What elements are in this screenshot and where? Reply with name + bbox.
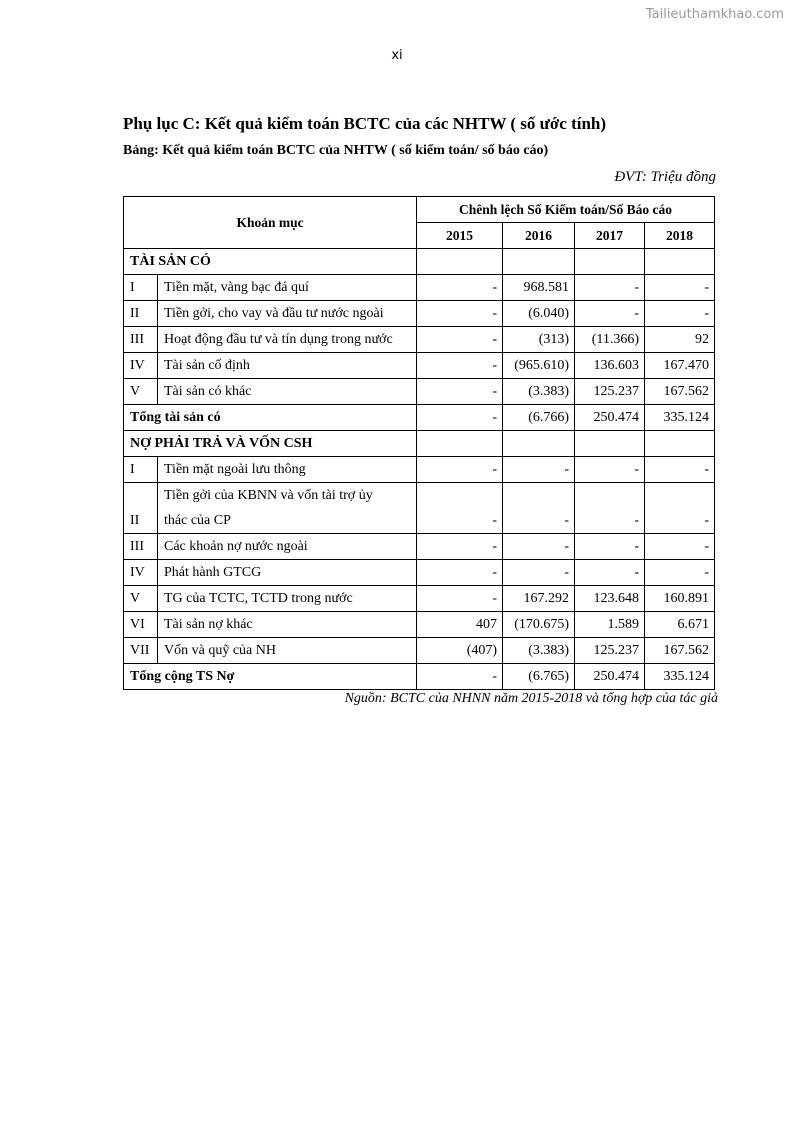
row-value: (3.383) — [503, 638, 575, 664]
row-code: I — [124, 457, 158, 483]
row-code: I — [124, 275, 158, 301]
row-code: VII — [124, 638, 158, 664]
section-title-assets: TÀI SẢN CÓ — [124, 249, 417, 275]
total-row-liabilities — [124, 664, 715, 690]
row-value: - — [417, 457, 503, 483]
row-label — [158, 483, 417, 534]
row-value: - — [575, 275, 645, 301]
row-label: Phát hành GTCG — [158, 560, 417, 586]
row-label: Vốn và quỹ của NH — [158, 638, 417, 664]
row-value: 6.671 — [645, 612, 715, 638]
row-value: (313) — [503, 327, 575, 353]
audit-results-table — [123, 196, 715, 690]
table-row — [124, 301, 715, 327]
row-value: - — [645, 301, 715, 327]
row-code: IV — [124, 560, 158, 586]
section-title-liabilities: NỢ PHẢI TRẢ VÀ VỐN CSH — [124, 431, 417, 457]
section-row-assets — [124, 249, 715, 275]
total-value: 335.124 — [645, 405, 715, 431]
row-value: 1.589 — [575, 612, 645, 638]
row-value: - — [417, 353, 503, 379]
total-value: - — [417, 664, 503, 690]
group-header: Chênh lệch Số Kiểm toán/Số Báo cáo — [417, 197, 715, 223]
row-value: - — [503, 560, 575, 586]
row-value: - — [503, 457, 575, 483]
total-label: Tổng tài sản có — [124, 405, 417, 431]
row-code: III — [124, 327, 158, 353]
row-code: II — [124, 483, 158, 534]
row-value: (3.383) — [503, 379, 575, 405]
row-value: - — [417, 301, 503, 327]
table-row — [124, 353, 715, 379]
row-value: - — [645, 275, 715, 301]
appendix-title: Phụ lục C: Kết quả kiểm toán BCTC của các NHTW ( số ước tính) — [123, 114, 607, 133]
row-value: 160.891 — [645, 586, 715, 612]
row-value: - — [645, 483, 715, 534]
section-row-liabilities — [124, 431, 715, 457]
row-label: Các khoản nợ nước ngoài — [158, 534, 417, 560]
row-value: 123.648 — [575, 586, 645, 612]
year-header-2018: 2018 — [645, 223, 715, 249]
row-value: 167.470 — [645, 353, 715, 379]
row-value: (11.366) — [575, 327, 645, 353]
row-value: (965.610) — [503, 353, 575, 379]
row-code: V — [124, 379, 158, 405]
table-row — [124, 586, 715, 612]
row-value: - — [417, 586, 503, 612]
total-value: 250.474 — [575, 664, 645, 690]
table-caption: Bảng: Kết quả kiểm toán BCTC của NHTW ( số kiểm toán/ số báo cáo) — [123, 143, 549, 158]
row-value: 167.562 — [645, 638, 715, 664]
row-code: II — [124, 301, 158, 327]
row-label: Tài sản nợ khác — [158, 612, 417, 638]
row-label: Hoạt động đầu tư và tín dụng trong nước — [158, 327, 417, 353]
table-row — [124, 560, 715, 586]
row-value: - — [417, 275, 503, 301]
row-label: Tiền gởi, cho vay và đầu tư nước ngoài — [158, 301, 417, 327]
table-row — [124, 275, 715, 301]
row-label: Tài sản có khác — [158, 379, 417, 405]
row-value: - — [645, 560, 715, 586]
row-value: (6.040) — [503, 301, 575, 327]
item-header: Khoản mục — [124, 197, 417, 249]
total-row-assets — [124, 405, 715, 431]
row-value: - — [645, 534, 715, 560]
row-value: 92 — [645, 327, 715, 353]
table-row — [124, 457, 715, 483]
total-label: Tổng cộng TS Nợ — [124, 664, 417, 690]
row-value: - — [575, 483, 645, 534]
row-value: - — [645, 457, 715, 483]
row-value: - — [503, 534, 575, 560]
row-value: - — [575, 457, 645, 483]
row-code: III — [124, 534, 158, 560]
year-header-2015: 2015 — [417, 223, 503, 249]
table-row — [124, 534, 715, 560]
row-label: Tiền mặt, vàng bạc đá quí — [158, 275, 417, 301]
row-label-line: thác của CP — [164, 513, 231, 528]
row-value: - — [503, 483, 575, 534]
row-label-line: Tiền gởi của KBNN và vốn tài trợ ủy — [164, 488, 373, 503]
table-row — [124, 379, 715, 405]
row-value: (407) — [417, 638, 503, 664]
row-value: 125.237 — [575, 379, 645, 405]
row-value: - — [417, 534, 503, 560]
total-value: (6.766) — [503, 405, 575, 431]
table-row — [124, 638, 715, 664]
table-row — [124, 612, 715, 638]
table-header-row — [124, 197, 715, 223]
watermark: Tailieuthamkhao.com — [645, 7, 784, 22]
row-value: 125.237 — [575, 638, 645, 664]
row-label: Tiền mặt ngoài lưu thông — [158, 457, 417, 483]
row-code: V — [124, 586, 158, 612]
row-value: 407 — [417, 612, 503, 638]
total-value: (6.765) — [503, 664, 575, 690]
row-value: 167.292 — [503, 586, 575, 612]
source-note: Nguồn: BCTC của NHNN năm 2015-2018 và tổng hợp của tác giả — [344, 691, 718, 706]
unit-note: ĐVT: Triệu đồng — [614, 169, 716, 185]
row-value: - — [575, 534, 645, 560]
year-header-2017: 2017 — [575, 223, 645, 249]
total-value: 335.124 — [645, 664, 715, 690]
row-value: - — [417, 379, 503, 405]
year-header-2016: 2016 — [503, 223, 575, 249]
total-value: 250.474 — [575, 405, 645, 431]
row-code: IV — [124, 353, 158, 379]
total-value: - — [417, 405, 503, 431]
row-code: VI — [124, 612, 158, 638]
row-value: 167.562 — [645, 379, 715, 405]
row-value: - — [575, 560, 645, 586]
row-label: Tài sản cố định — [158, 353, 417, 379]
page-number: xi — [391, 48, 403, 63]
row-value: (170.675) — [503, 612, 575, 638]
row-value: - — [417, 483, 503, 534]
row-value: - — [575, 301, 645, 327]
row-value: - — [417, 560, 503, 586]
row-value: 136.603 — [575, 353, 645, 379]
row-label: TG của TCTC, TCTD trong nước — [158, 586, 417, 612]
row-value: - — [417, 327, 503, 353]
table-row — [124, 483, 715, 534]
row-value: 968.581 — [503, 275, 575, 301]
table-row — [124, 327, 715, 353]
